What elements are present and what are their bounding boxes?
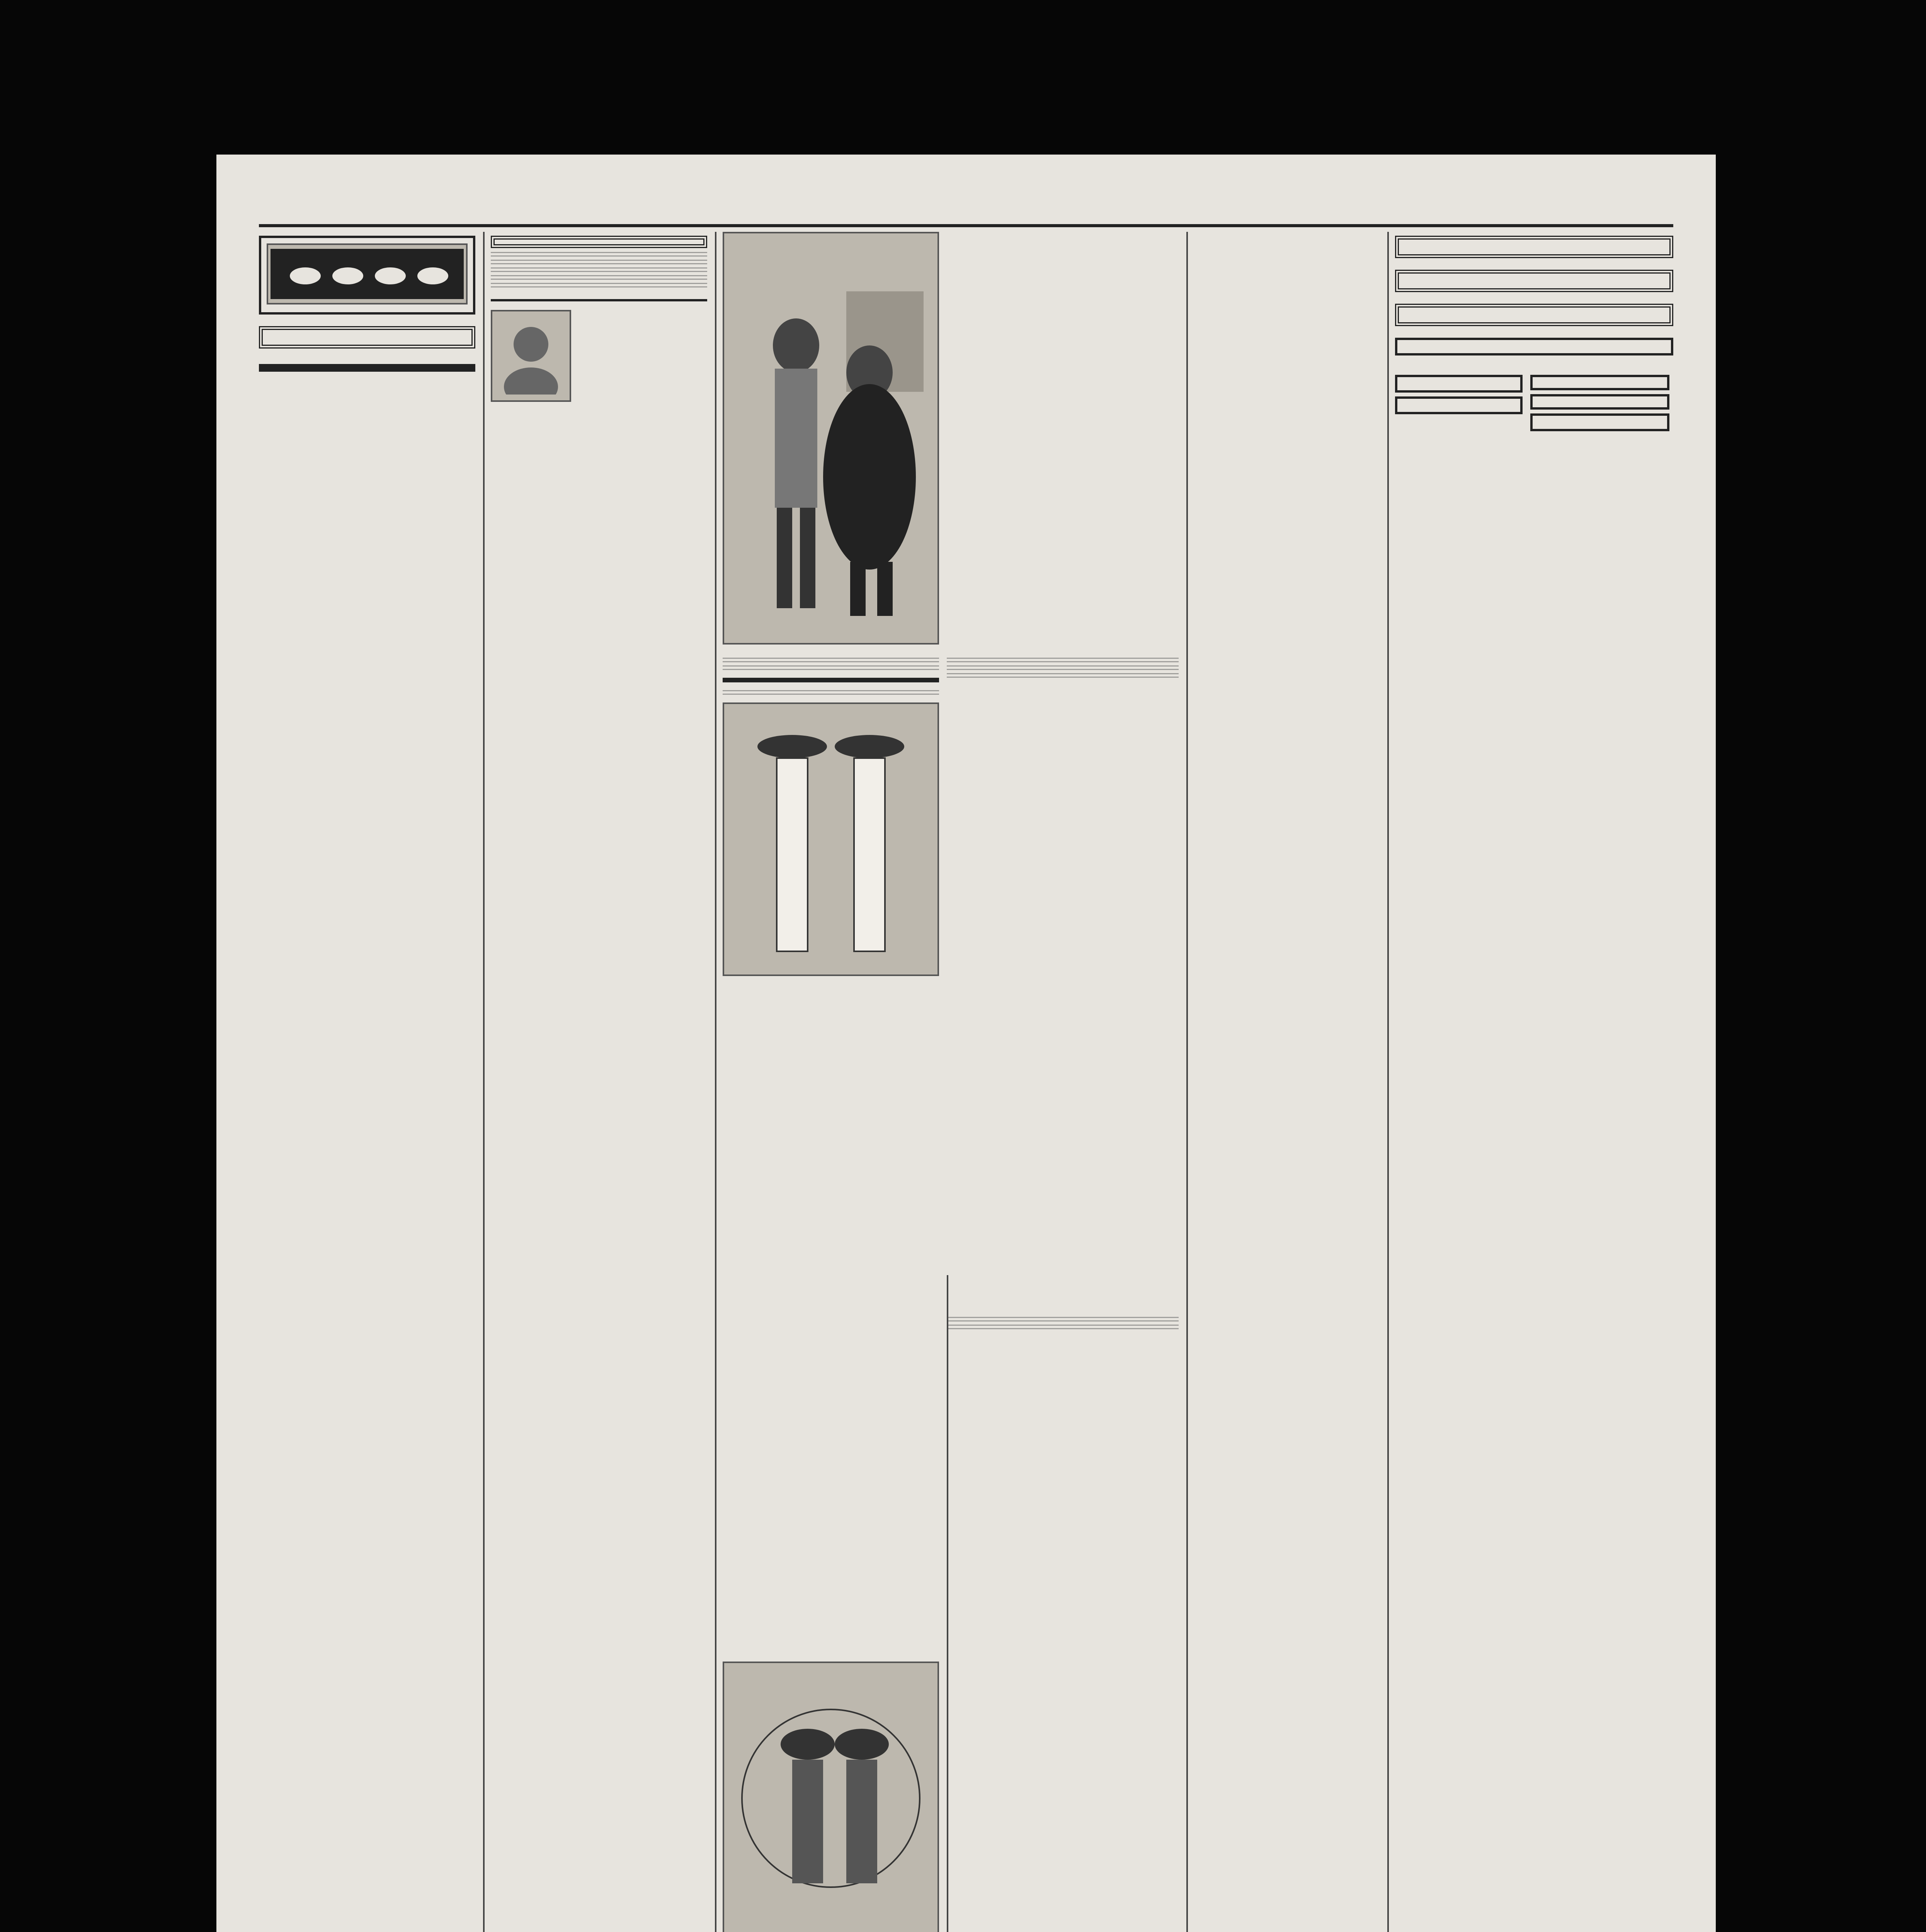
divider-bar (259, 364, 475, 372)
text-filler (947, 665, 1179, 670)
women-illustration (723, 702, 939, 976)
column-rule (715, 232, 716, 1932)
bjornson-ad (1530, 375, 1669, 390)
free-press-ad (259, 326, 475, 349)
two-women-drawing-icon (738, 716, 924, 963)
column-4 (947, 655, 1179, 976)
column-rule (483, 232, 485, 1932)
text-filler (723, 690, 939, 695)
page-header (259, 197, 1673, 227)
kritisk-article (491, 299, 707, 305)
canada-heading-box (491, 236, 707, 248)
column-2 (491, 232, 707, 1932)
portrait-icon (500, 317, 562, 395)
horses-illustration (267, 243, 468, 304)
text-filler (947, 673, 1179, 678)
text-filler (723, 658, 939, 662)
lee-rood-ad (1395, 236, 1673, 258)
horse-team-icon (271, 249, 464, 299)
column-6 (1395, 232, 1673, 1932)
bottom-ads (1395, 371, 1673, 435)
column-rule (1387, 232, 1389, 1932)
skeppa-ad (1530, 413, 1669, 431)
bottom-ads-right (1530, 371, 1669, 435)
farmare-ad (1395, 304, 1673, 326)
ladies-illustration (723, 1662, 939, 1932)
nordbye-ad (1530, 394, 1669, 410)
fran-alla-land-heading-box (723, 678, 939, 682)
cartoon-and-market-top (723, 232, 1179, 647)
ladies-drawing-icon (738, 1675, 924, 1922)
text-filler (723, 665, 939, 670)
absorbine-ad (1395, 396, 1523, 414)
text-filler (947, 1317, 1179, 1321)
johnson-ad (1395, 375, 1523, 393)
column-1 (259, 232, 475, 1932)
market-column (1194, 232, 1380, 1932)
text-filler (491, 252, 707, 257)
columns-3-4 (723, 232, 1179, 1932)
mardnad-block (947, 1314, 1179, 1341)
orglar-ad (1395, 270, 1673, 292)
text-filler (491, 283, 707, 287)
white-star-ad (1395, 338, 1673, 355)
cartoon-illustration (723, 232, 939, 645)
text-filler (491, 260, 707, 264)
market-placeholder (947, 232, 1179, 647)
woman-portrait (491, 310, 571, 402)
column-3 (723, 655, 939, 976)
newspaper-page (216, 155, 1716, 1932)
text-filler (491, 267, 707, 272)
column-rule (947, 1275, 948, 1932)
text-filler (491, 275, 707, 280)
bottom-ads-left (1395, 371, 1523, 435)
elakt-block (723, 1623, 939, 1932)
text-filler (947, 1325, 1179, 1329)
text-filler (947, 658, 1179, 662)
middle-columns (723, 655, 1179, 976)
kendall-ad (259, 236, 475, 315)
column-rule (1186, 232, 1188, 1932)
cartoon-block (723, 232, 939, 647)
two-men-drawing-icon (730, 245, 931, 631)
